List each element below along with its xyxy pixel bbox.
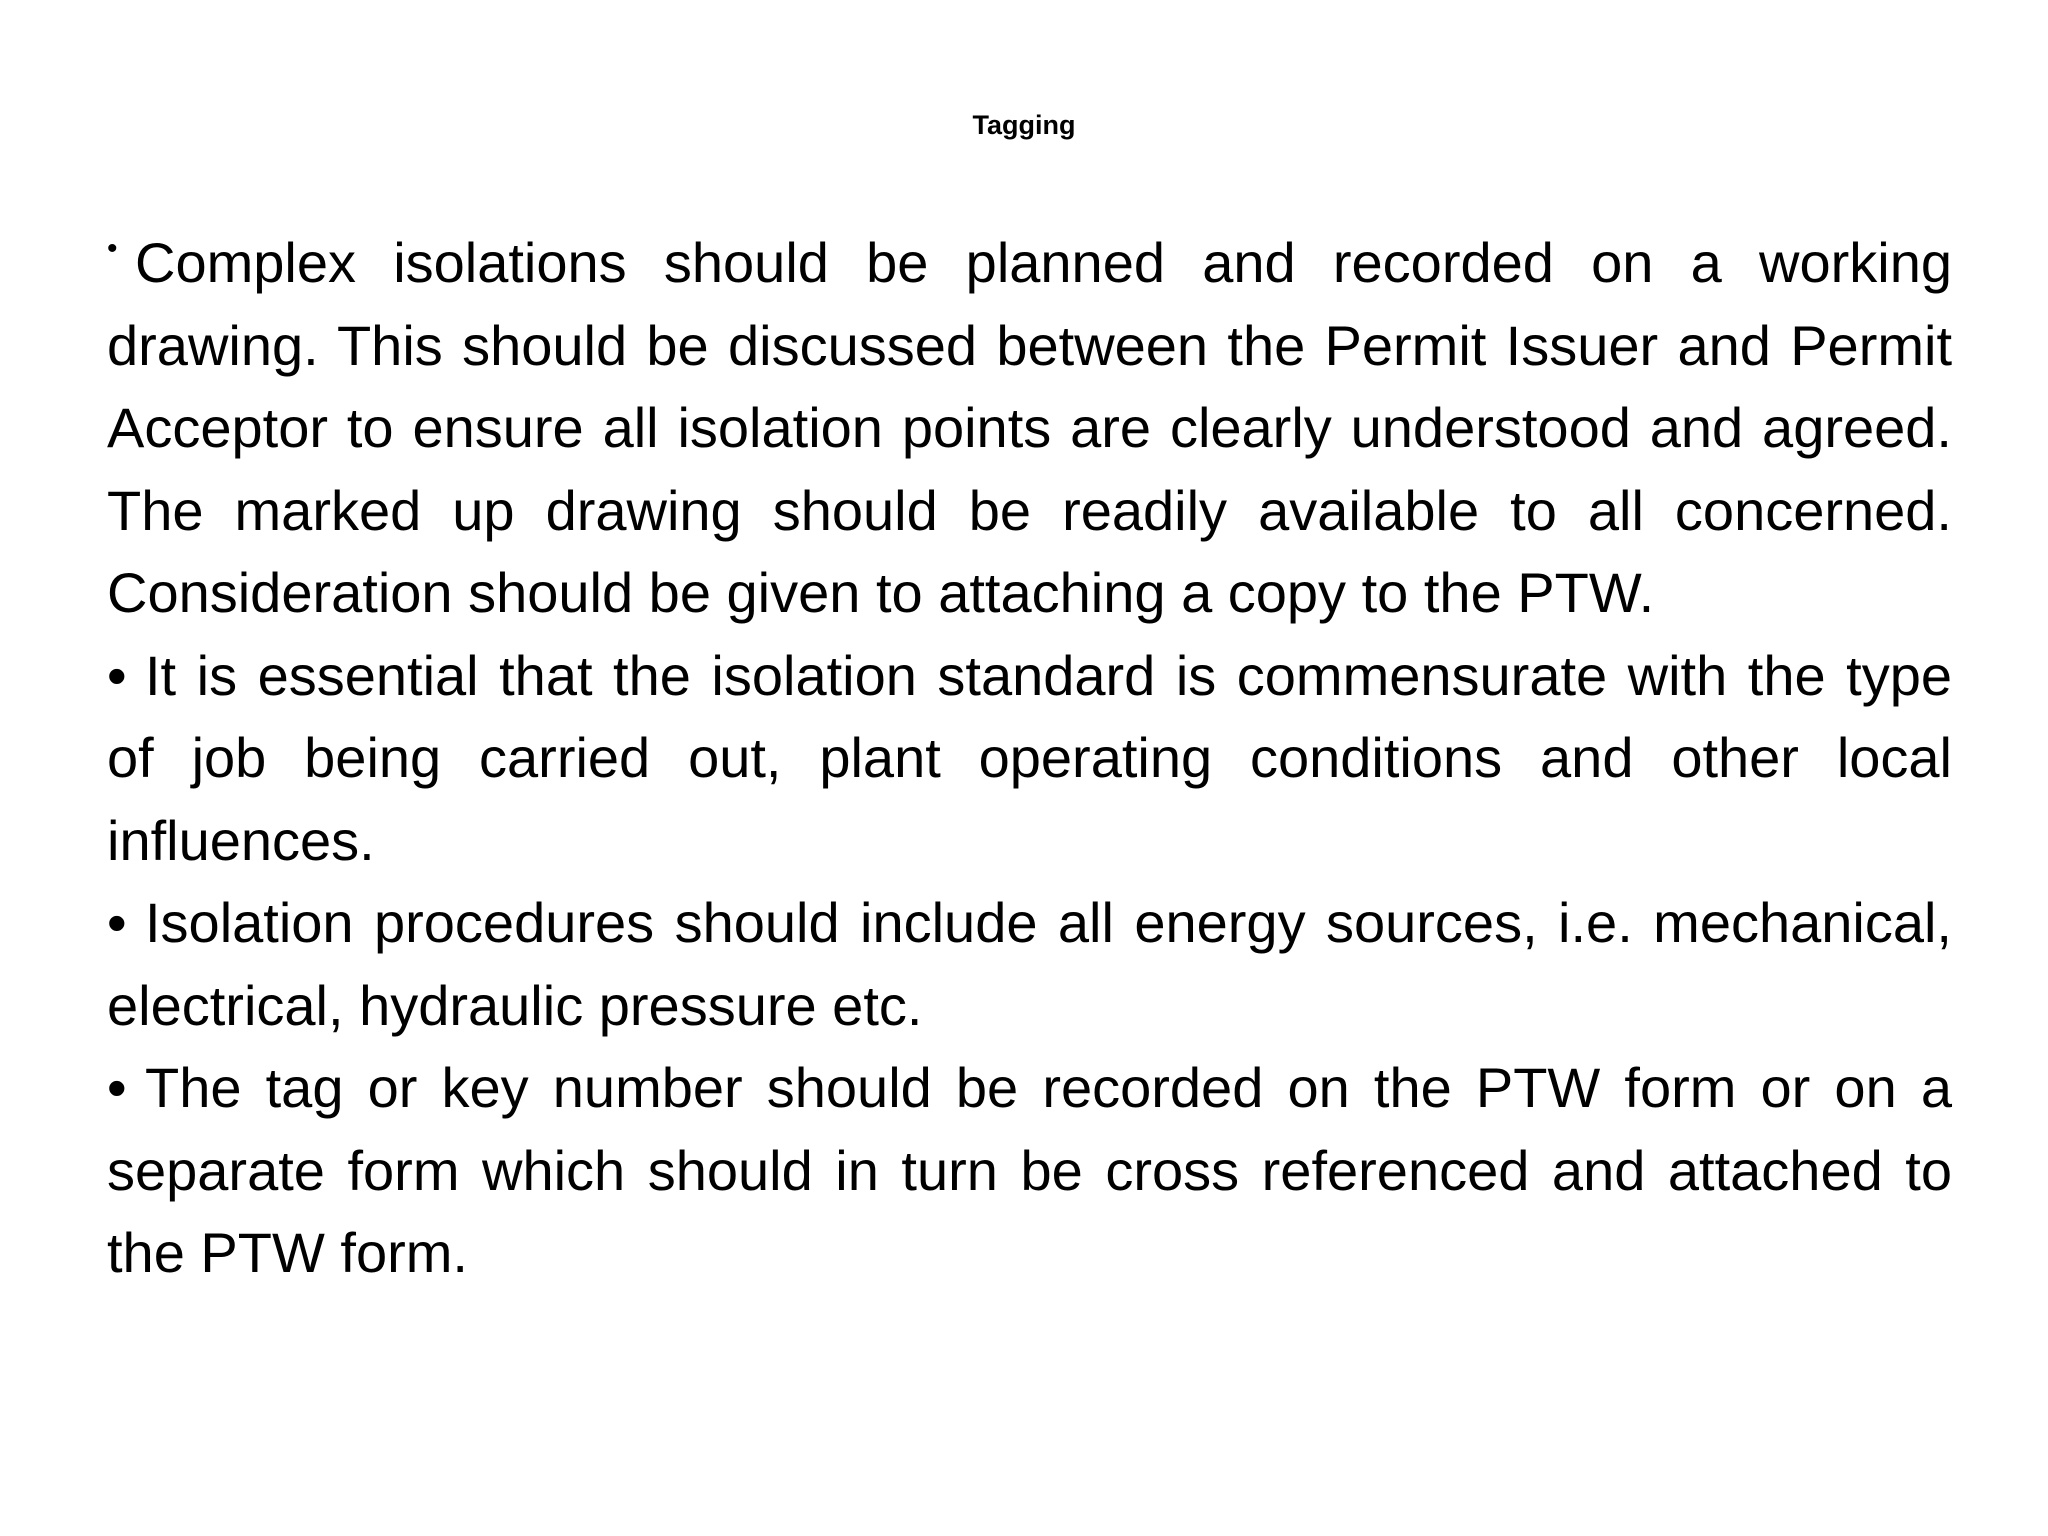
- slide-body: [107, 208, 1952, 1295]
- bullet-icon: •: [107, 643, 127, 707]
- bullet-item: [107, 635, 1952, 883]
- bullet-item: [107, 208, 1952, 635]
- bullet-item: [107, 882, 1952, 1047]
- bullet-icon: •: [107, 891, 127, 954]
- bullet-text: Isolation procedures should include all energy sources, i.e. mechanical, electrical, hydraulic pressure etc.: [107, 891, 1952, 1037]
- bullet-text: It is essential that the isolation standard is commensurate with the type of job being carried out, plant operating conditions and other local influences.: [107, 643, 1952, 872]
- bullet-text: The tag or key number should be recorded on the PTW form or on a separate form which should in turn be cross referenced and attached to the PTW form.: [107, 1056, 1952, 1284]
- slide-title: Tagging: [972, 110, 1076, 140]
- bullet-item: [107, 1047, 1952, 1295]
- bullet-icon: •: [107, 1056, 127, 1119]
- bullet-icon: •: [107, 232, 118, 265]
- bullet-text: Complex isolations should be planned and recorded on a working drawing. This should be discussed between the Permit Issuer and Permit Acceptor to ensure all isolation points are clearly understood and agreed. The marked up drawing should be readily available to all concerned. Consideration should be given to attaching a copy to the PTW.: [107, 231, 1952, 624]
